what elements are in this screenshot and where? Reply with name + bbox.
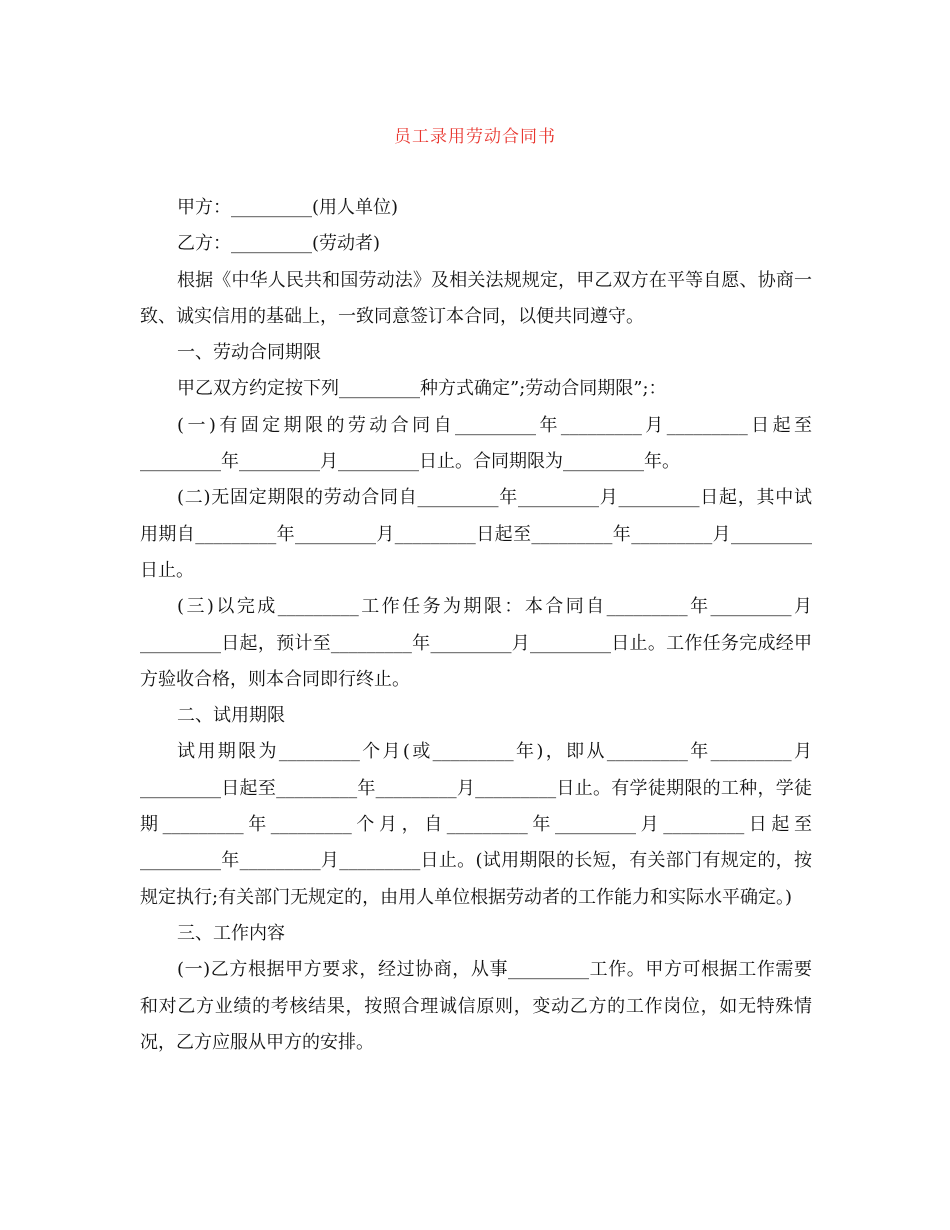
- task-based-term-clause: (三)以完成_________工作任务为期限：本合同自_________年_________月_________日起，预计至_________年_________月_________日止。工作任务完成经甲方验收合格，则本合同即行终止。: [140, 596, 812, 690]
- section-heading-contract-term: 一、劳动合同期限: [177, 342, 321, 364]
- party-b-line: 乙方：_________(劳动者): [177, 233, 381, 255]
- section-heading-probation: 二、试用期限: [177, 705, 285, 727]
- term-method-paragraph: 甲乙双方约定按下列_________种方式确定”;劳动合同期限”;：: [177, 378, 667, 400]
- document-title: 员工录用劳动合同书: [394, 127, 556, 147]
- fixed-term-clause: (一)有固定期限的劳动合同自_________年_________月_________日起至_________年_________月_________日止。合同期限为_________年。: [140, 414, 812, 473]
- open-ended-term-clause: (二)无固定期限的劳动合同自_________年_________月_________日起，其中试用期自_________年_________月_________日起至_________年_________月_________日止。: [140, 487, 812, 581]
- preamble-paragraph: 根据《中华人民共和国劳动法》及相关法规规定，甲乙双方在平等自愿、协商一致、诚实信用的基础上，一致同意签订本合同，以便共同遵守。: [140, 269, 812, 327]
- party-a-line: 甲方：_________(用人单位): [177, 197, 399, 218]
- probation-clause: 试用期限为_________个月(或_________年)，即从_________年_________月_________日起至_________年_________月_________日止。有学徒期限的工种，学徒期_________年_________个月，自_________年_________月_________日起至_________年_________月_________日止。(试用期限的长短，有关部门有规定的，按规定执行;有关部门无规定的，由用人单位根据劳动者的工作能力和实际水平确定。): [140, 741, 812, 908]
- document-body: [140, 190, 812, 1061]
- work-content-clause: (一)乙方根据甲方要求，经过协商，从事_________工作。甲方可根据工作需要和对乙方业绩的考核结果，按照合理诚信原则，变动乙方的工作岗位，如无特殊情况，乙方应服从甲方的安排。: [140, 959, 812, 1053]
- section-heading-work-content: 三、工作内容: [177, 922, 285, 944]
